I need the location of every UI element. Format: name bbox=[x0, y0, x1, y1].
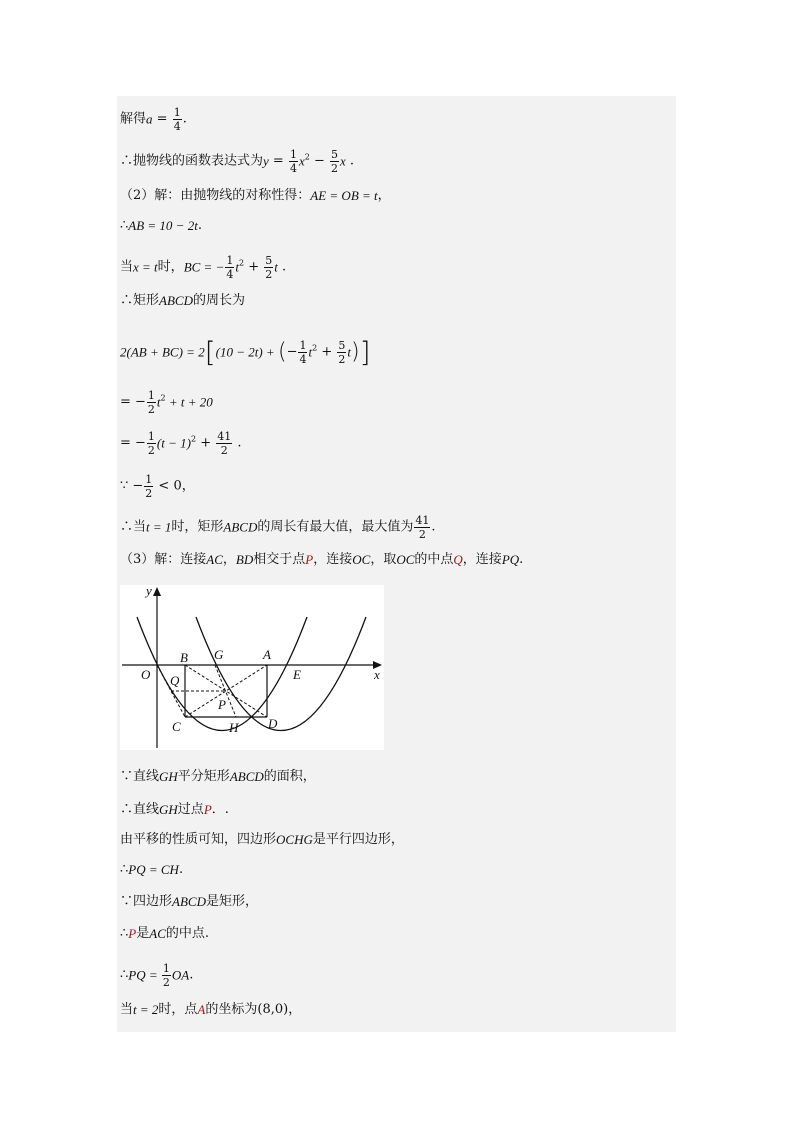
line-3: （2）解：由抛物线的对称性得：AE = OB = t， bbox=[120, 188, 391, 203]
line-8: = − $\frac{1}{2}$ $t^2 + t + 20$ bbox=[120, 389, 213, 416]
y-axis-arrow bbox=[153, 587, 161, 596]
line-5: 当x = t时，BC = − $\frac{1}{4}$ $t^2$ + $\frac{5}{2}$ t . bbox=[120, 254, 287, 281]
label-y: y bbox=[146, 585, 152, 598]
label-o: O bbox=[141, 667, 151, 682]
right-bracket: ] bbox=[359, 335, 371, 369]
fraction: $\frac{1}{4}$ bbox=[289, 148, 297, 175]
fraction: $\frac{1}{2}$ bbox=[147, 430, 155, 457]
fraction: $\frac{1}{2}$ bbox=[162, 962, 170, 989]
line-1: 解得a = $\frac{1}{4}$ . bbox=[120, 106, 187, 133]
label-b: B bbox=[180, 650, 188, 665]
line-14: ∴直线GH过点P．. bbox=[120, 802, 229, 817]
line-2: ∴抛物线的函数表达式为y = $\frac{1}{4}$ $x^2$ − $\frac{5}{2}$ x . bbox=[120, 148, 355, 175]
line-10: ∵ − $\frac{1}{2}$ < 0， bbox=[120, 473, 195, 500]
line-20: 当t = 2时，点A的坐标为(8,0)， bbox=[120, 1002, 302, 1017]
line-17: ∵四边形ABCD是矩形， bbox=[120, 894, 258, 909]
line-16: ∴PQ = CH. bbox=[120, 862, 184, 877]
fraction: $\frac{1}{4}$ bbox=[299, 339, 307, 366]
fraction: $\frac{1}{4}$ bbox=[226, 254, 234, 281]
label-q: Q bbox=[170, 673, 180, 688]
line-9: = − $\frac{1}{2}$ $(t - 1)^2$ + $\frac{41}{2}$ . bbox=[120, 430, 242, 457]
line-13: ∵直线GH平分矩形ABCD的面积， bbox=[120, 769, 316, 784]
fraction: $\frac{1}{2}$ bbox=[147, 389, 155, 416]
parabola-right bbox=[196, 617, 366, 731]
figure-svg bbox=[120, 585, 384, 750]
parabola-left bbox=[137, 617, 307, 731]
label-e: E bbox=[293, 667, 301, 682]
fraction: $\frac{5}{2}$ bbox=[265, 254, 273, 281]
label-x: x bbox=[374, 667, 380, 682]
line-15: 由平移的性质可知，四边形OCHG是平行四边形， bbox=[120, 832, 404, 847]
label-h: H bbox=[229, 720, 239, 735]
line-19: ∴PQ = $\frac{1}{2}$ OA. bbox=[120, 962, 194, 989]
line-11: ∴当t = 1时，矩形ABCD的周长有最大值，最大值为 $\frac{41}{2}$ . bbox=[120, 514, 436, 541]
line-12: （3）解：连接AC，BD相交于点P，连接OC，取OC的中点Q，连接PQ. bbox=[120, 552, 524, 567]
parabola-figure bbox=[120, 585, 384, 750]
right-paren: ) bbox=[350, 339, 360, 365]
left-bracket: [ bbox=[204, 335, 216, 369]
fraction: $\frac{1}{2}$ bbox=[145, 473, 153, 500]
label-d: D bbox=[268, 716, 278, 731]
label-p: P bbox=[218, 697, 226, 712]
fraction: $\frac{41}{2}$ bbox=[217, 430, 232, 457]
label-c: C bbox=[172, 719, 181, 734]
fraction: $\frac{1}{4}$ bbox=[173, 106, 181, 133]
line-6: ∴矩形ABCD的周长为 bbox=[120, 293, 245, 308]
left-paren: ( bbox=[277, 339, 287, 365]
fraction: $\frac{41}{2}$ bbox=[415, 514, 430, 541]
label-a: A bbox=[263, 647, 271, 662]
line-4: ∴AB = 10 − 2t. bbox=[120, 218, 202, 233]
solution-sheet bbox=[117, 96, 676, 1032]
fraction: $\frac{5}{2}$ bbox=[338, 339, 346, 366]
label-g: G bbox=[214, 647, 224, 662]
line-18: ∴P是AC的中点. bbox=[120, 926, 210, 941]
fraction: $\frac{5}{2}$ bbox=[331, 148, 339, 175]
line-7: 2(AB + BC) = 2[(10 − 2t) + (− $\frac{1}{4}$ $t^2$ + $\frac{5}{2}$ t)] bbox=[120, 335, 371, 369]
